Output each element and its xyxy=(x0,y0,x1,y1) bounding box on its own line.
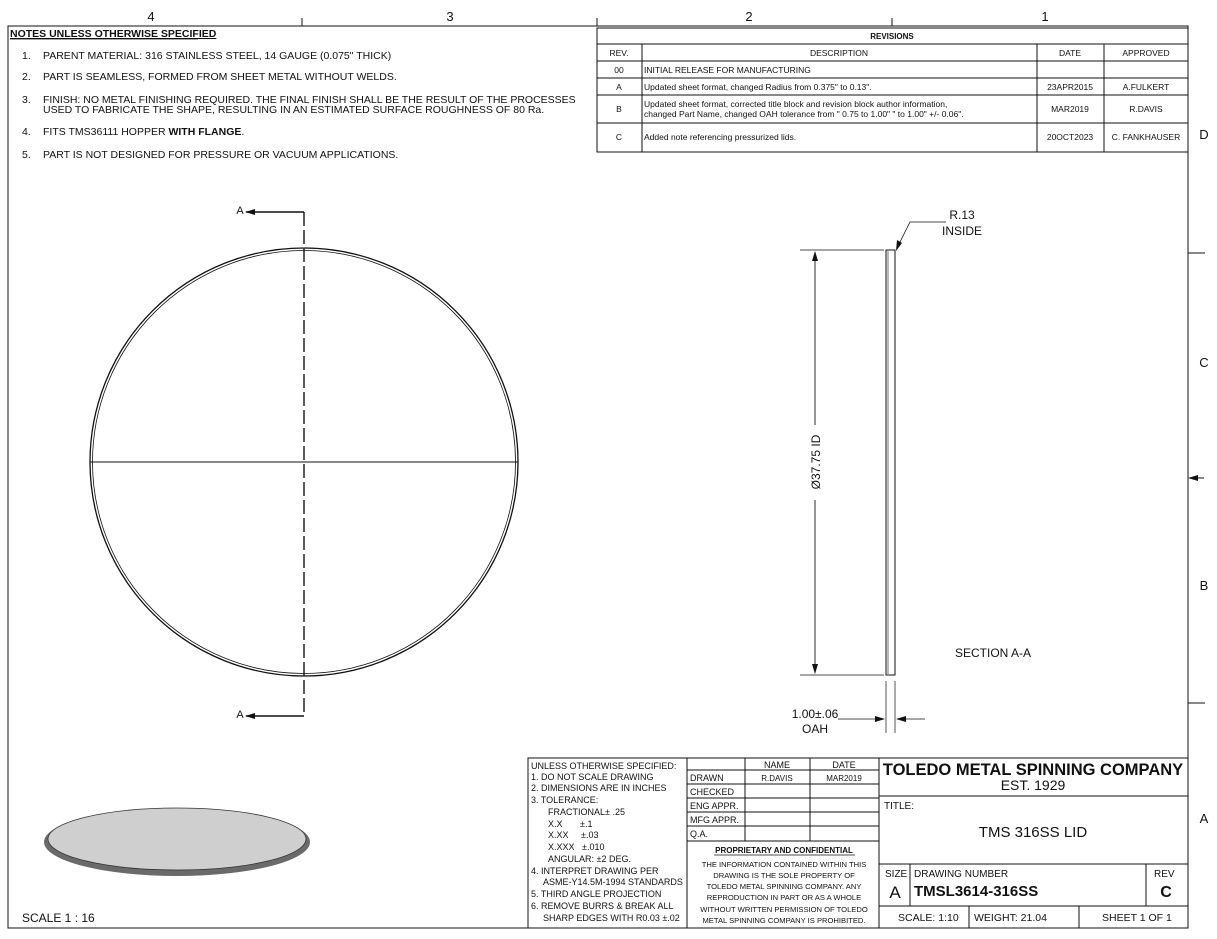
tol-line-8: ANGULAR: ±2 DEG. xyxy=(548,854,631,864)
zone-top-2: 2 xyxy=(745,9,753,24)
proprietary-line-0: THE INFORMATION CONTAINED WITHIN THIS xyxy=(701,860,867,869)
rev-row-c-date: 20OCT2023 xyxy=(1046,132,1094,142)
approvals-drawn-date: MAR2019 xyxy=(826,774,862,783)
approvals-drawn-name: R.DAVIS xyxy=(761,774,793,783)
note-4-num: 4. xyxy=(22,126,31,138)
note-1-text: PARENT MATERIAL: 316 STAINLESS STEEL, 14 GAUGE (0.075" THICK) xyxy=(43,50,392,62)
sheet-value: SHEET 1 OF 1 xyxy=(1102,912,1172,924)
rev-row-c-approved: C. FANKHAUSER xyxy=(1111,132,1181,142)
scale-value: SCALE: 1:10 xyxy=(898,912,959,924)
rev-row-c-rev: C xyxy=(615,132,623,142)
note-5-num: 5. xyxy=(22,149,31,161)
zone-right-b: B xyxy=(1199,578,1209,593)
proprietary-line-5: METAL SPINNING COMPANY IS PROHIBITED. xyxy=(702,916,866,925)
tol-line-12: 6. REMOVE BURRS & BREAK ALL xyxy=(531,901,674,911)
radius-note: INSIDE xyxy=(941,224,983,238)
section-view-label: SECTION A-A xyxy=(954,646,1032,660)
weight-value: WEIGHT: 21.04 xyxy=(974,912,1047,924)
rev-header-approved: APPROVED xyxy=(1122,48,1170,58)
note-3-num: 3. xyxy=(22,94,31,106)
zone-top-1: 1 xyxy=(1041,9,1049,24)
rev-row-b-desc-line1: Updated sheet format, corrected title block and revision block author information, xyxy=(644,99,948,109)
tol-line-5: X.X ±.1 xyxy=(548,819,593,829)
rev-row-a-date: 23APR2015 xyxy=(1047,82,1093,92)
revisions-table xyxy=(597,28,1188,152)
approvals-drawn-role: DRAWN xyxy=(690,773,724,783)
proprietary-heading: PROPRIETARY AND CONFIDENTIAL xyxy=(715,846,853,855)
tol-line-6: X.XX ±.03 xyxy=(548,830,599,840)
note-3-text-line1: FINISH: NO METAL FINISHING REQUIRED. THE FINAL FINISH SHALL BE THE RESULT OF THE PROCESSES xyxy=(43,94,576,106)
note-2-text: PART IS SEAMLESS, FORMED FROM SHEET METAL WITHOUT WELDS. xyxy=(43,71,397,83)
note-4-text xyxy=(43,126,244,138)
rev-row-b-rev: B xyxy=(616,104,622,114)
approvals-mfg-role: MFG APPR. xyxy=(690,815,740,825)
approvals-checked-role: CHECKED xyxy=(690,787,735,797)
iso-scale-label: SCALE 1 : 16 xyxy=(22,911,95,925)
notes-block xyxy=(10,28,576,161)
section-letter-top: A xyxy=(236,205,244,217)
rev-row-c-desc: Added note referencing pressurized lids. xyxy=(644,132,797,142)
rev-row-a-approved: A.FULKERT xyxy=(1122,82,1170,92)
notes-heading: NOTES UNLESS OTHERWISE SPECIFIED xyxy=(10,28,217,40)
zone-top-4: 4 xyxy=(147,9,155,24)
section-view xyxy=(792,208,1031,736)
tol-line-13: SHARP EDGES WITH R0.03 ±.02 xyxy=(543,913,680,923)
approvals-header-date: DATE xyxy=(832,760,856,770)
note-4-tail: . xyxy=(241,126,245,138)
zone-right-d: D xyxy=(1199,127,1209,142)
note-3-text-line2: USED TO FABRICATE THE SHAPE, RESULTING IN AN ESTIMATED SURFACE ROUGHNESS OF 80 Ra. xyxy=(43,104,545,116)
rev-row-b-approved: R.DAVIS xyxy=(1129,104,1163,114)
rev-row-b-desc-line2: changed Part Name, changed OAH tolerance from " 0.75 to 1.00" " to 1.00" +/- 0.06". xyxy=(644,109,964,119)
tol-line-1: 1. DO NOT SCALE DRAWING xyxy=(531,772,654,782)
tol-line-4: FRACTIONAL± .25 xyxy=(548,807,625,817)
rev-row-00-rev: 00 xyxy=(614,65,624,75)
approvals-grid xyxy=(687,758,879,925)
approvals-eng-role: ENG APPR. xyxy=(690,801,739,811)
proprietary-line-2: TOLEDO METAL SPINNING COMPANY. ANY xyxy=(706,882,862,891)
zone-right-c: C xyxy=(1199,355,1209,370)
company-name: TOLEDO METAL SPINNING COMPANY xyxy=(882,761,1184,779)
note-4-plain: FITS TMS36111 HOPPER xyxy=(43,126,169,138)
proprietary-line-1: DRAWING IS THE SOLE PROPERTY OF xyxy=(713,871,855,880)
tol-line-9: 4. INTERPRET DRAWING PER xyxy=(531,866,659,876)
lid-section-profile xyxy=(886,250,895,675)
note-5-text: PART IS NOT DESIGNED FOR PRESSURE OR VACUUM APPLICATIONS. xyxy=(43,149,399,161)
title-label: TITLE: xyxy=(884,801,915,812)
company-est: EST. 1929 xyxy=(1000,777,1066,793)
revisions-title: REVISIONS xyxy=(870,32,914,41)
iso-view xyxy=(22,808,310,925)
tol-line-0: UNLESS OTHERWISE SPECIFIED: xyxy=(531,761,677,771)
rev-label: REV xyxy=(1154,869,1175,880)
proprietary-line-3: REPRODUCTION IN PART OR AS A WHOLE xyxy=(706,893,862,902)
rev-header-description: DESCRIPTION xyxy=(809,48,869,58)
tol-line-11: 5. THIRD ANGLE PROJECTION xyxy=(531,889,662,899)
rev-header-date: DATE xyxy=(1058,48,1082,58)
note-1-num: 1. xyxy=(22,50,31,62)
diameter-label: Ø37.75 ID xyxy=(809,434,823,490)
radius-label: R.13 xyxy=(949,208,975,222)
size-value: A xyxy=(889,883,901,902)
rev-row-b-date: MAR2019 xyxy=(1051,104,1089,114)
tol-line-10: ASME-Y14.5M-1994 STANDARDS xyxy=(543,877,683,887)
drawing-title: TMS 316SS LID xyxy=(978,824,1088,841)
zone-top-3: 3 xyxy=(446,9,454,24)
drawing-number: TMSL3614-316SS xyxy=(914,883,1039,900)
note-2-num: 2. xyxy=(22,71,31,83)
note-4-bold: WITH FLANGE xyxy=(168,126,242,138)
rev-row-a-rev: A xyxy=(616,82,622,92)
size-label: SIZE xyxy=(885,869,908,880)
approvals-header-name: NAME xyxy=(763,760,791,770)
tol-line-2: 2. DIMENSIONS ARE IN INCHES xyxy=(531,783,667,793)
top-view xyxy=(90,205,518,721)
proprietary-line-4: WITHOUT WRITTEN PERMISSION OF TOLEDO xyxy=(700,905,868,914)
rev-row-a-desc: Updated sheet format, changed Radius from 0.375" to 0.13". xyxy=(644,82,872,92)
rev-header-rev: REV. xyxy=(609,48,629,58)
title-block xyxy=(528,758,1188,928)
tol-line-7: X.XXX ±.010 xyxy=(548,842,605,852)
iso-disk-top xyxy=(48,808,306,870)
drawing-number-label: DRAWING NUMBER xyxy=(914,869,1009,880)
oah-label: OAH xyxy=(801,722,829,736)
section-letter-bottom: A xyxy=(236,709,244,721)
approvals-qa-role: Q.A. xyxy=(690,829,709,839)
oah-value: 1.00±.06 xyxy=(791,707,839,721)
rev-value: C xyxy=(1160,884,1172,901)
tol-line-3: 3. TOLERANCE: xyxy=(531,795,599,805)
rev-row-00-desc: INITIAL RELEASE FOR MANUFACTURING xyxy=(644,65,811,75)
zone-right-a: A xyxy=(1199,811,1209,826)
